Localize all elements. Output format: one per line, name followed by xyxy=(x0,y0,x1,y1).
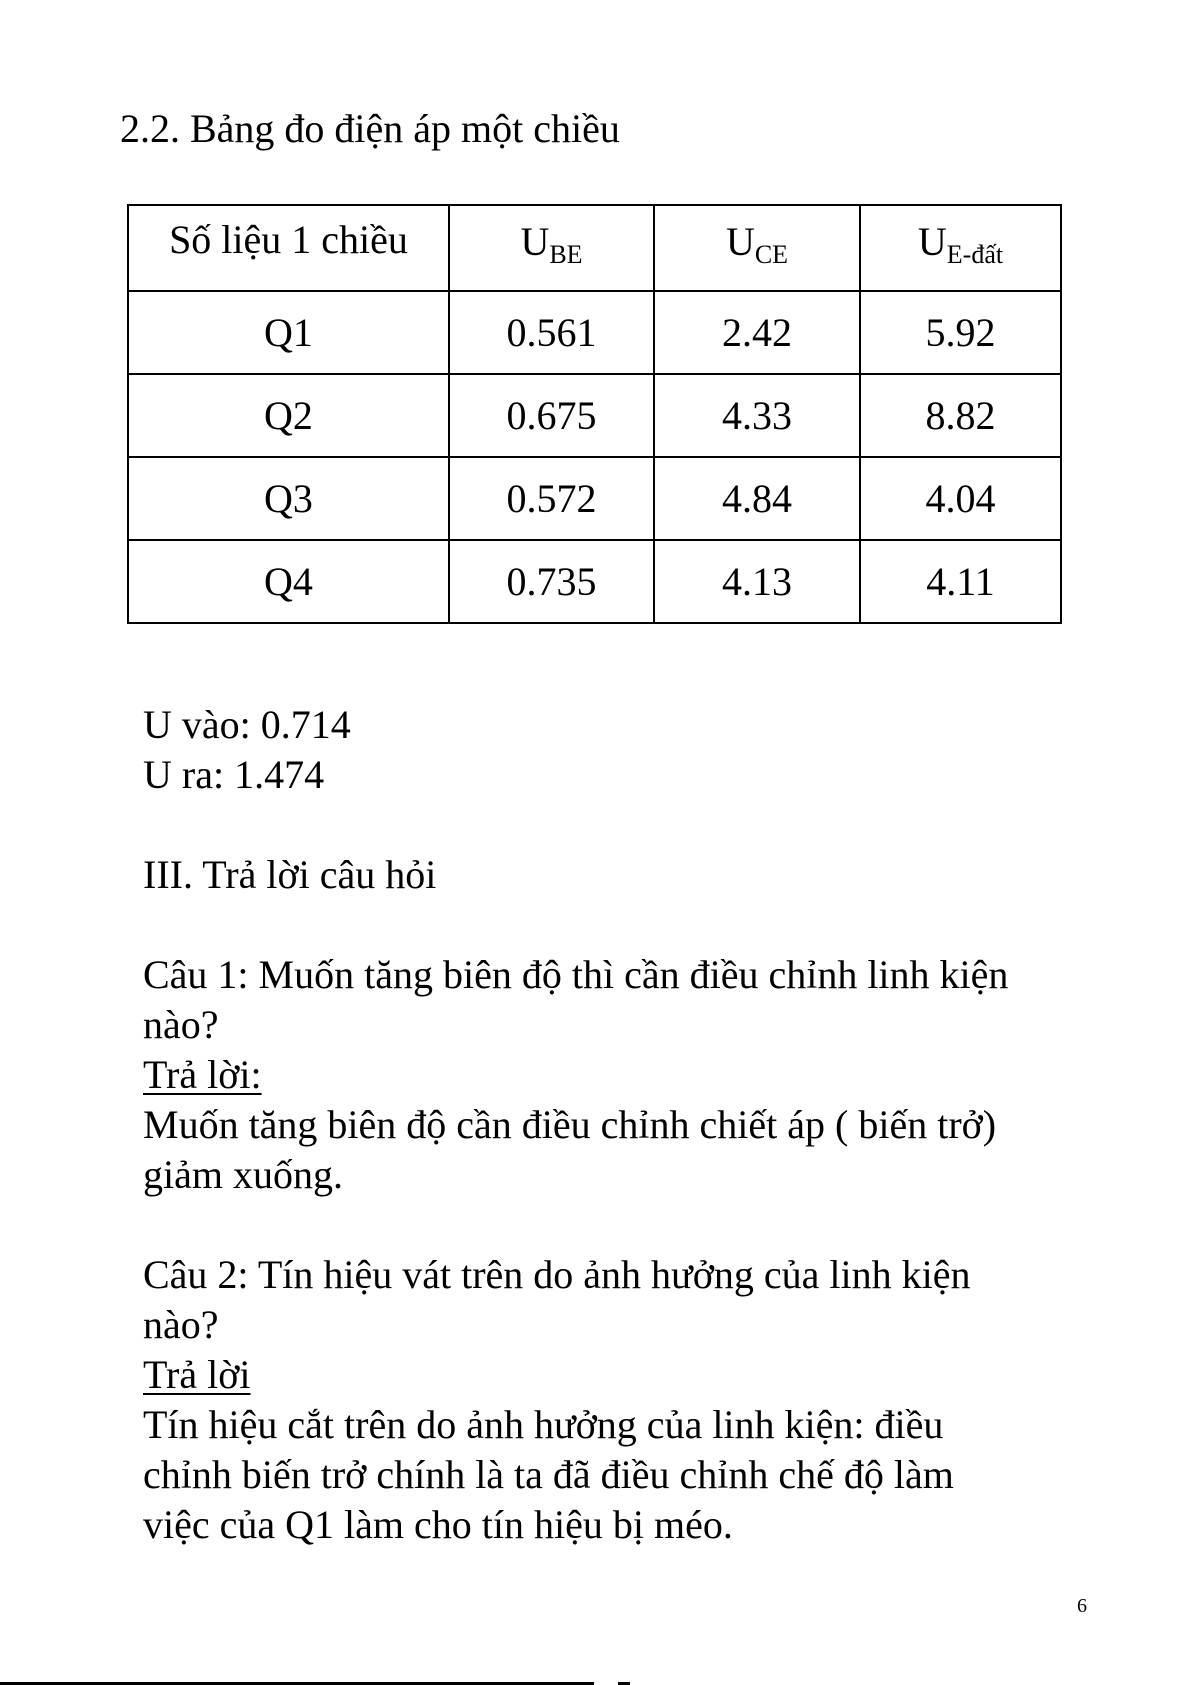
transistor-name: Q1 xyxy=(128,291,449,374)
ue-value: 4.11 xyxy=(860,540,1061,623)
dc-voltage-table xyxy=(127,204,1062,624)
page-number: 6 xyxy=(1077,1595,1087,1617)
question2-answer-line1: Tín hiệu cắt trên do ảnh hưởng của linh kiện: điều xyxy=(143,1402,944,1447)
table-row xyxy=(128,291,1061,374)
spacer xyxy=(143,1200,1073,1250)
ube-value: 0.735 xyxy=(449,540,654,623)
transistor-name: Q3 xyxy=(128,457,449,540)
question2-line2: nào? xyxy=(143,1302,219,1347)
ube-value: 0.561 xyxy=(449,291,654,374)
header-ue-main: U xyxy=(917,219,947,264)
header-ube-sub: BE xyxy=(549,240,583,269)
header-uce xyxy=(654,205,860,291)
transistor-name: Q2 xyxy=(128,374,449,457)
header-uce-main: U xyxy=(725,219,755,264)
ue-value: 4.04 xyxy=(860,457,1061,540)
ube-value: 0.675 xyxy=(449,374,654,457)
question1-answer-label: Trả lời: xyxy=(143,1052,262,1097)
table-header-row xyxy=(128,205,1061,291)
spacer xyxy=(143,900,1073,950)
input-voltage: U vào: 0.714 xyxy=(143,702,351,747)
header-ube-main: U xyxy=(520,219,550,264)
table-row xyxy=(128,540,1061,623)
question2-answer-line2: chỉnh biến trở chính là ta đã điều chỉnh chế độ làm xyxy=(143,1452,954,1497)
question1-answer-label-line xyxy=(143,1050,1073,1100)
ube-value: 0.572 xyxy=(449,457,654,540)
section-heading: 2.2. Bảng đo điện áp một chiều xyxy=(120,106,620,151)
question2-answer-label-line xyxy=(143,1350,1073,1400)
ue-value: 8.82 xyxy=(860,374,1061,457)
question2-answer-label: Trả lời xyxy=(143,1352,251,1397)
output-voltage: U ra: 1.474 xyxy=(143,752,325,797)
spacer xyxy=(143,800,1073,850)
uce-value: 2.42 xyxy=(654,291,860,374)
header-ue xyxy=(860,205,1061,291)
uce-value: 4.33 xyxy=(654,374,860,457)
question1-line2: nào? xyxy=(143,1002,219,1047)
question2-line1: Câu 2: Tín hiệu vát trên do ảnh hưởng của linh kiện xyxy=(143,1252,971,1297)
header-label: Số liệu 1 chiều xyxy=(128,205,449,291)
header-ube xyxy=(449,205,654,291)
uce-value: 4.13 xyxy=(654,540,860,623)
body-text xyxy=(143,700,1073,1550)
header-uce-sub: CE xyxy=(754,240,789,269)
table-row xyxy=(128,374,1061,457)
uce-value: 4.84 xyxy=(654,457,860,540)
table-row xyxy=(128,457,1061,540)
question1-answer-line1: Muốn tăng biên độ cần điều chỉnh chiết áp ( biến trở) xyxy=(143,1102,997,1147)
header-ue-sub: E-đất xyxy=(946,240,1004,269)
question1-answer-line2: giảm xuống. xyxy=(143,1152,343,1197)
questions-heading: III. Trả lời câu hỏi xyxy=(143,852,437,897)
transistor-name: Q4 xyxy=(128,540,449,623)
question2-answer-line3: việc của Q1 làm cho tín hiệu bị méo. xyxy=(143,1502,733,1547)
ue-value: 5.92 xyxy=(860,291,1061,374)
question1-line1: Câu 1: Muốn tăng biên độ thì cần điều chỉnh linh kiện xyxy=(143,952,1009,997)
